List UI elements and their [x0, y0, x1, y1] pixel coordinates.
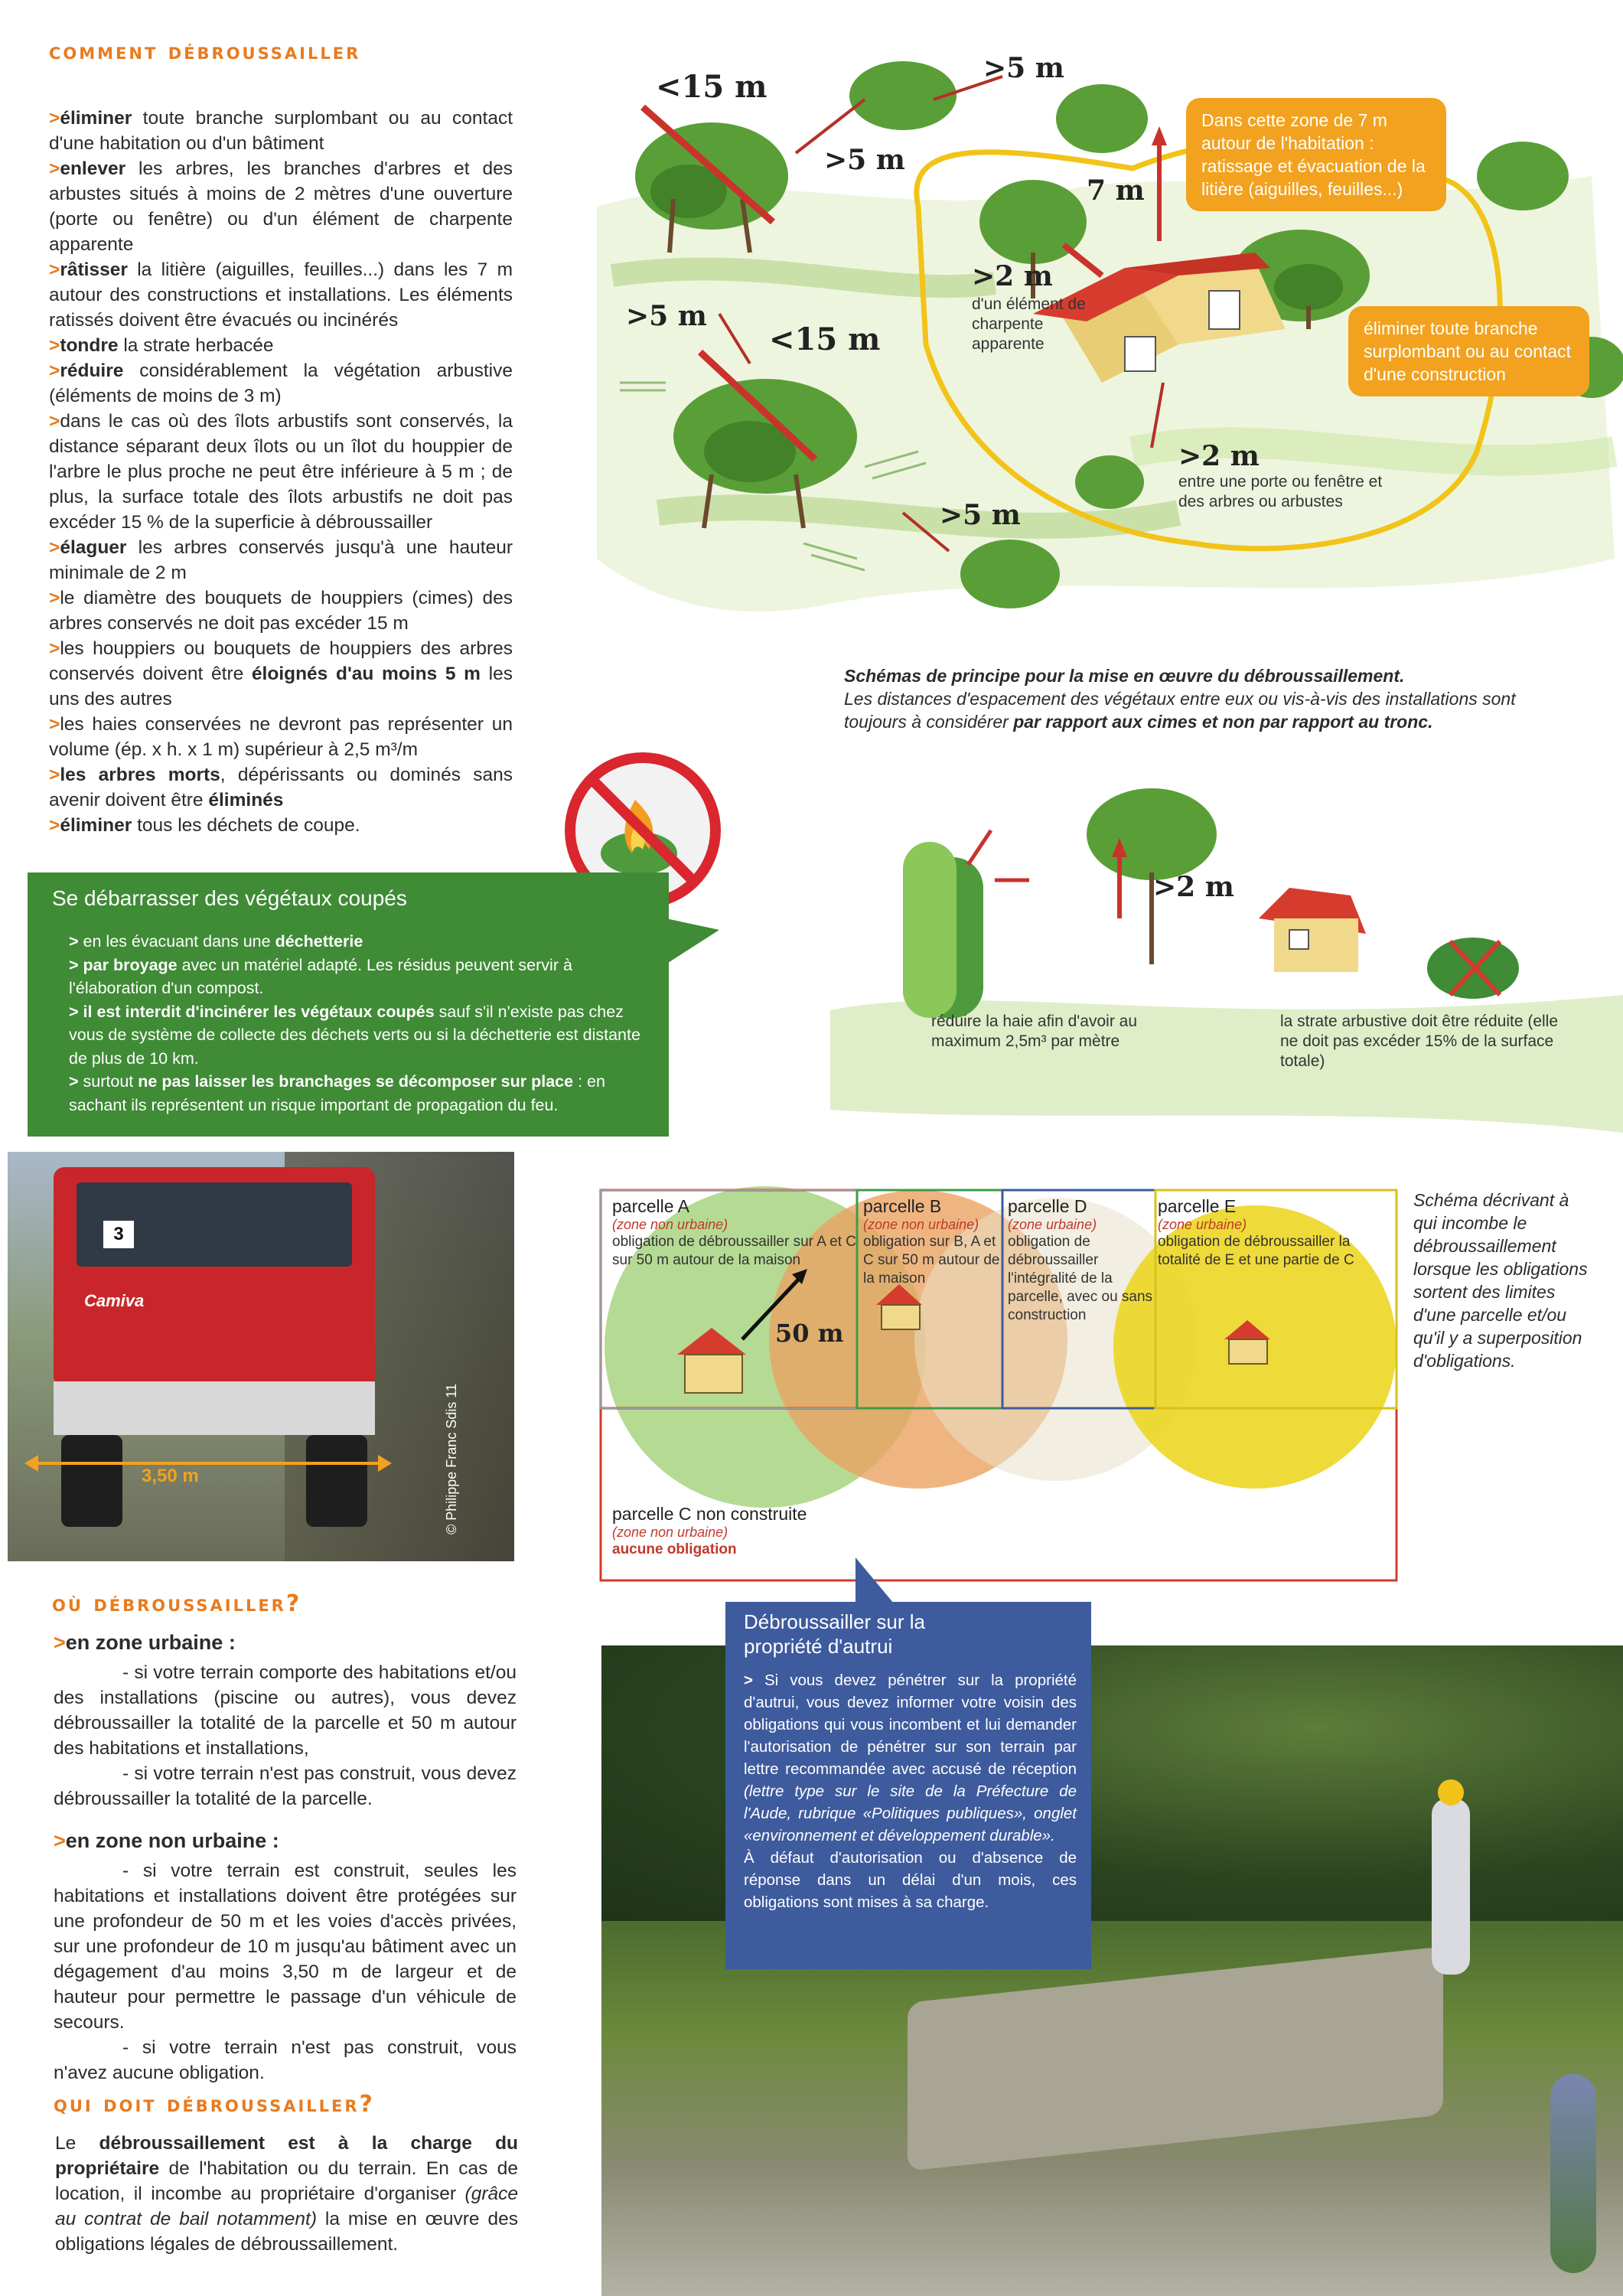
fire-truck-photo: [8, 1152, 514, 1561]
list-item: > par broyage avec un matériel adapté. Les résidus peuvent servir à l'élaboration d'un compost.: [69, 955, 572, 997]
ou-section: [54, 1630, 517, 2086]
list-item: >réduire considérablement la végétation arbustive (éléments de moins de 3 m): [49, 360, 513, 406]
speech-tail-blue: [855, 1557, 894, 1603]
list-item: - si votre terrain comporte des habitations et/ou des installations (piscine ou autres), vous devez débroussailler la totalité de la parcelle et 50 m autour des habitations et installations,: [54, 1662, 517, 1759]
comment-list: [49, 106, 513, 838]
list-item: - si votre terrain n'est pas construit, vous devez débroussailler la totalité de la parcelle.: [54, 1763, 517, 1809]
parcelles-caption: Schéma décrivant à qui incombe le débroussaillement lorsque les obligations sortent des limites d'une parcelle et/ou qu'il y a superposition d'obligations.: [1413, 1190, 1588, 1371]
list-item: > il est interdit d'incinérer les végétaux coupés sauf s'il n'existe pas chez vous de système de collecte des déchets verts ou si la déchetterie est distante de plus de 10 km.: [69, 1002, 640, 1068]
photo-credit: © Philippe Franc Sdis 11: [444, 1383, 459, 1534]
vegetaux-box: [28, 872, 669, 1137]
list-item: > surtout ne pas laisser les branchages se décomposer sur place : en sachant ils représentent un risque important de propagation du feu.: [69, 1072, 605, 1114]
list-item: >éliminer toute branche surplombant ou au contact d'une habitation ou d'un bâtiment: [49, 108, 513, 154]
list-item: >éliminer tous les déchets de coupe.: [49, 815, 360, 836]
list-item: >dans le cas où des îlots arbustifs sont conservés, la distance séparant deux îlots ou un îlot du houppier de l'arbre le plus proche ne peut être inférieure à 5 m ; de plus, la surface totale des îlots arbustifs ne doit pas excéder 15 % de la superficie à débroussailler: [49, 411, 513, 533]
parcelle-e-label: parcelle E (zone urbaine) obligation de débroussailler la totalité de E et une partie de C: [1158, 1196, 1354, 1268]
zone-7m-bubble: Dans cette zone de 7 m autour de l'habitation : ratissage et évacuation de la litière (aiguilles, feuilles...): [1186, 98, 1446, 211]
dist-lt15-top: <15 m: [656, 69, 768, 105]
qui-title: qui doit débroussailler?: [54, 2091, 375, 2118]
truck-width-label: 3,50 m: [142, 1466, 199, 1486]
parcelle-b-label: parcelle B (zone non urbaine) obligation sur B, A et C sur 50 m autour de la maison: [863, 1196, 1000, 1287]
ou-title: où débroussailler?: [52, 1590, 302, 1617]
parcelle-a-label: parcelle A (zone non urbaine) obligation de débroussailler sur A et C sur 50 m autour de la maison: [612, 1196, 856, 1268]
dist-gt5-top: >5 m: [983, 52, 1064, 84]
list-item: >le diamètre des bouquets de houppiers (cimes) des arbres conservés ne doit pas excéder 15 m: [49, 588, 513, 634]
list-item: >enlever les arbres, les branches d'arbres et des arbustes situés à moins de 2 mètres d'une ouverture (porte ou fenêtre) ou d'un élément de charpente apparente: [49, 158, 513, 255]
list-item: >les houppiers ou bouquets de houppiers des arbres conservés doivent être éloignés d'au moins 5 m les uns des autres: [49, 638, 513, 709]
branche-bubble: éliminer toute branche surplombant ou au contact d'une construction: [1348, 306, 1589, 396]
non-urbaine-heading: >en zone non urbaine :: [54, 1829, 279, 1852]
schema-caption: Schémas de principe pour la mise en œuvre du débroussaillement. Les distances d'espacement des végétaux entre eux ou vis-à-vis des installations sont toujours à considérer par rapport aux cimes et non par rapport au tronc.: [844, 666, 1516, 732]
list-item: >élaguer les arbres conservés jusqu'à une hauteur minimale de 2 m: [49, 537, 513, 583]
urbaine-heading: >en zone urbaine :: [54, 1631, 236, 1654]
haie-caption: réduire la haie afin d'avoir au maximum 2,5m³ par mètre: [931, 1013, 1138, 1050]
list-item: - si votre terrain n'est pas construit, vous n'avez aucune obligation.: [54, 2037, 517, 2083]
dist-gt5-left: >5 m: [626, 300, 707, 332]
comment-title: comment débroussailler: [49, 38, 361, 65]
autrui-box: Débroussailler sur la propriété d'autrui > Si vous devez pénétrer sur la propriété d'autrui, vous devez informer votre voisin des obligations qui vous incombent et lui demander l'autorisation de pénétrer sur son terrain par lettre recommandée avec accusé de réception (lettre type sur le site de la Préfecture de l'Aude, rubrique «Politiques publiques», onglet «environnement et développement durable». À défaut d'autorisation ou d'absence de réponse dans un délai d'un mois, ces obligations sont mises à sa charge.: [725, 1602, 1091, 1969]
vegetaux-title: Se débarrasser des végétaux coupés: [52, 886, 407, 910]
schema-haie: [830, 765, 1623, 1140]
qui-text: Le débroussaillement est à la charge du propriétaire de l'habitation ou du terrain. En cas de location, il incombe au propriétaire d'organiser (grâce au contrat de bail notamment) la mise en œuvre des obligations légales de débroussaillement.: [55, 2133, 518, 2255]
parcelle-d-label: parcelle D (zone urbaine) obligation de débroussailler l'intégralité de la parcelle, avec ou sans construction: [1008, 1196, 1153, 1323]
charpente-label: d'un élément de charpente apparente: [972, 295, 1086, 353]
dist-gt2-door: >2 m: [1178, 440, 1260, 472]
dist-lt15-bot: <15 m: [769, 321, 881, 357]
haie-dist-gt2: >2 m: [1153, 871, 1234, 903]
radius-label: 50 m: [775, 1319, 844, 1348]
speech-tail: [666, 918, 719, 964]
truck-brand: Camiva: [84, 1291, 145, 1310]
dist-gt5-mid: >5 m: [824, 144, 905, 176]
list-item: - si votre terrain est construit, seules les habitations et installations doivent être protégées sur une profondeur de 50 m et les voies d'accès privées, sur une profondeur de 10 m jusqu'au bâtiment avec un dégagement d'au moins 3,50 m de largeur et de hauteur pour permettre le passage d'un véhicule de secours.: [54, 1861, 517, 2033]
list-item: >tondre la strate herbacée: [49, 335, 274, 356]
truck-plate: 3: [103, 1221, 134, 1248]
list-item: >les haies conservées ne devront pas représenter un volume (ép. x h. x 1 m) supérieur à 2,5 m³/m: [49, 714, 513, 760]
strate-caption: la strate arbustive doit être réduite (elle ne doit pas excéder 15% de la surface totale): [1280, 1013, 1559, 1070]
list-item: >râtisser la litière (aiguilles, feuilles...) dans les 7 m autour des constructions et installations. Les éléments ratissés doivent être évacués ou incinérés: [49, 259, 513, 331]
dist-gt5-bot: >5 m: [940, 499, 1021, 531]
dist-gt2-charpente: >2 m: [972, 260, 1053, 292]
autrui-title: Débroussailler sur la propriété d'autrui: [744, 1610, 925, 1658]
dist-7m: 7 m: [1087, 174, 1145, 207]
list-item: >les arbres morts, dépérissants ou dominés sans avenir doivent être éliminés: [49, 765, 513, 810]
parcelle-c-label: parcelle C non construite (zone non urbaine) aucune obligation: [612, 1504, 807, 1557]
door-label: entre une porte ou fenêtre et des arbres ou arbustes: [1178, 473, 1383, 510]
list-item: > en les évacuant dans une déchetterie: [69, 932, 363, 951]
